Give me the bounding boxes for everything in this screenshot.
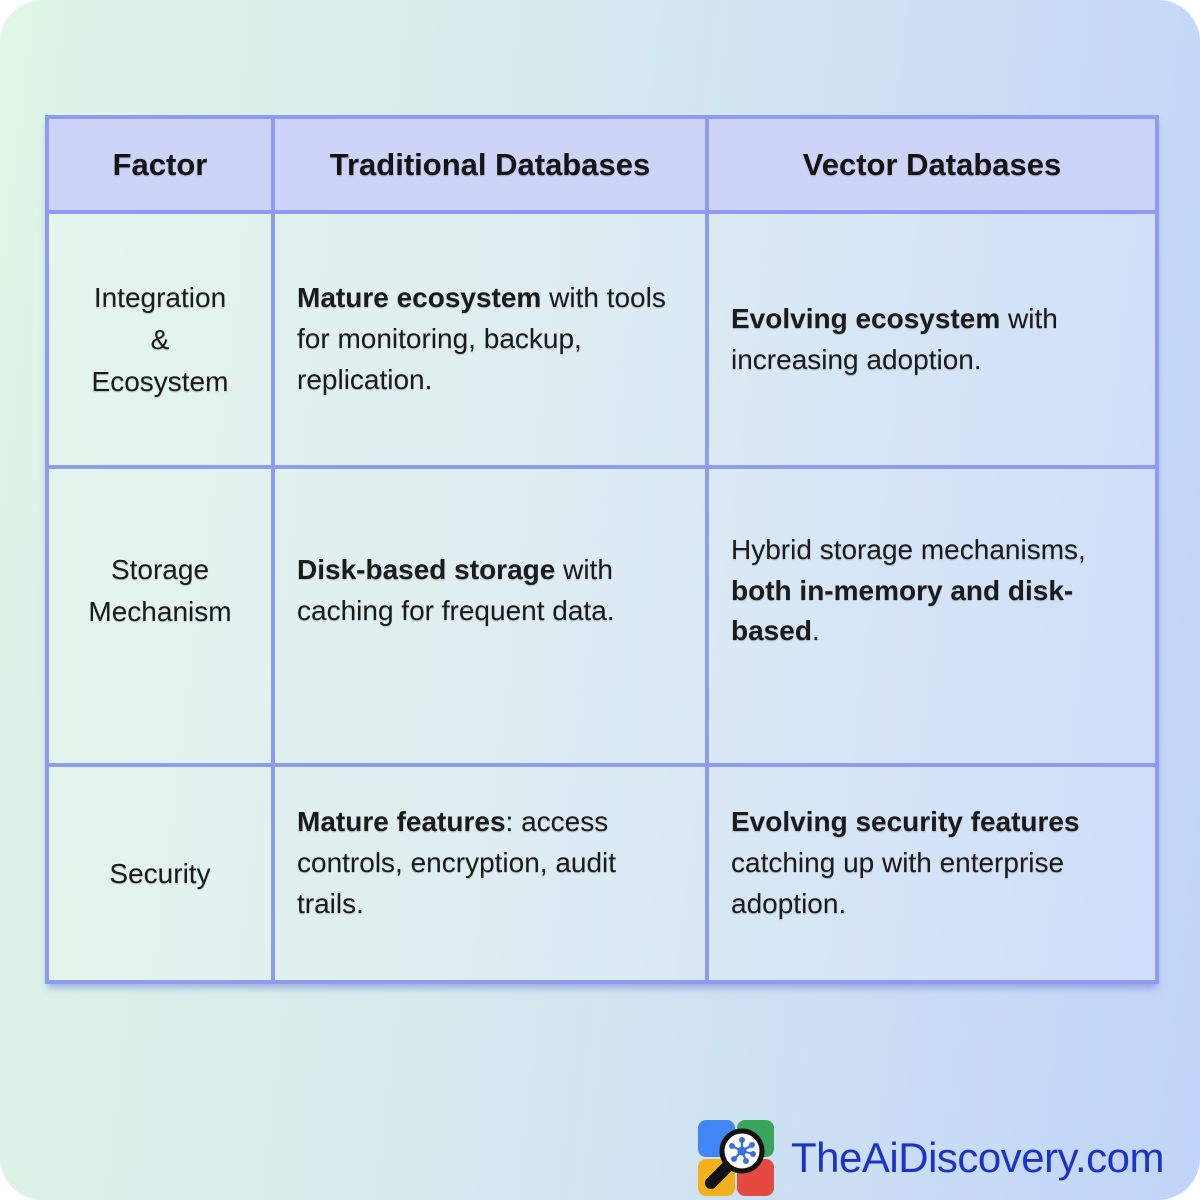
comparison-table: [45, 115, 1159, 984]
magnifier-network-icon: [696, 1118, 776, 1198]
cell-text: Mature features: access controls, encryption, audit trails.: [297, 806, 617, 919]
traditional-cell: [273, 467, 707, 765]
brand-footer: [696, 1118, 1164, 1198]
factor-line: Ecosystem: [91, 365, 229, 397]
table-row-storage-mechanism: [47, 467, 1157, 765]
factor-cell: [47, 765, 273, 982]
table-row-integration-ecosystem: [47, 212, 1157, 467]
factor-line: Integration: [93, 281, 227, 313]
factor-cell: [47, 467, 273, 765]
vector-cell: [707, 212, 1157, 467]
vector-cell: [707, 765, 1157, 982]
column-header-traditional-databases: Traditional Databases: [273, 117, 707, 212]
column-header-vector-databases: Vector Databases: [707, 117, 1157, 212]
cell-text: Hybrid storage mechanisms, both in-memory and disk-based.: [731, 533, 1086, 647]
table-row-security: [47, 765, 1157, 982]
vector-cell: [707, 467, 1157, 765]
column-header-factor: Factor: [47, 117, 273, 212]
cell-text: Mature ecosystem with tools for monitoring, backup, replication.: [297, 282, 666, 395]
header-row: [47, 117, 1157, 212]
cell-text: Disk-based storage with caching for frequent data.: [297, 554, 615, 626]
factor-cell: [47, 212, 273, 467]
factor-line: &: [150, 323, 170, 355]
brand-name: TheAiDiscovery.com: [791, 1134, 1164, 1181]
cell-text: Evolving ecosystem with increasing adoption.: [731, 302, 1058, 375]
traditional-cell: [273, 765, 707, 982]
factor-line: Storage: [110, 554, 210, 585]
factor-line: Security: [109, 857, 211, 889]
cell-text: Evolving security features catching up with enterprise adoption.: [731, 806, 1080, 919]
traditional-cell: [273, 212, 707, 467]
factor-line: Mechanism: [88, 596, 232, 627]
